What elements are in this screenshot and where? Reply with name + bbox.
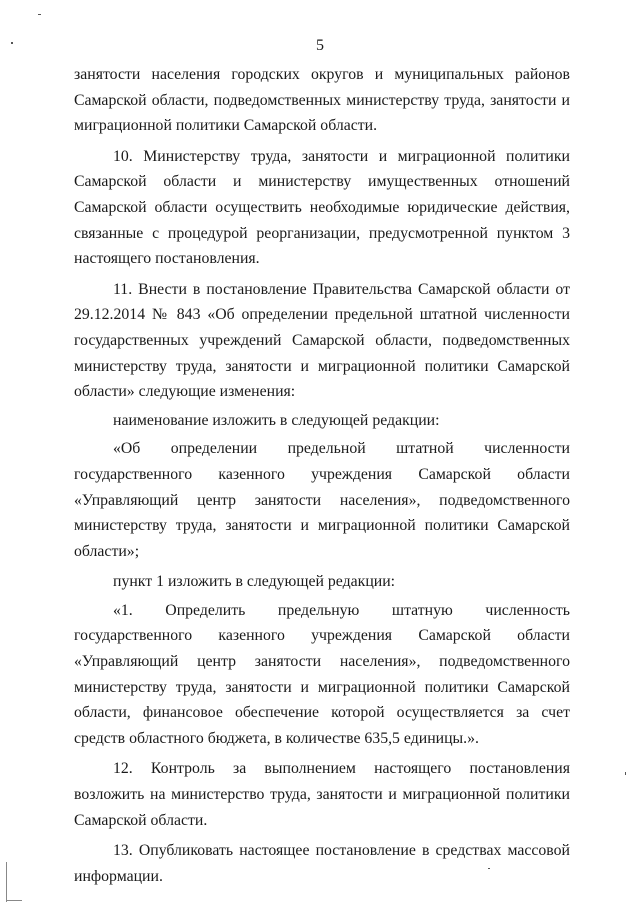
- scan-mark-bottom-left-h: [6, 900, 22, 901]
- paragraph-continuation: занятости населения городских округов и муниципальных районов Самарской области, подведомственных министерству труда, занятости и миграционной политики Самарской области.: [74, 66, 570, 135]
- scan-mark-top: [38, 14, 41, 15]
- paragraph-title-instruction: наименование изложить в следующей редакции:: [113, 411, 440, 429]
- page-number: 5: [316, 37, 324, 54]
- paragraph-new-title: «Об определении предельной штатной численности государственного казенного учреждения Самарской области «Управляющий центр занятости населения», подведомственного министерству труда, занятости и миграционной политики Самарской области»;: [74, 440, 570, 560]
- document-body: [74, 62, 570, 889]
- paragraph-point1-instruction: пункт 1 изложить в следующей редакции:: [113, 573, 396, 591]
- paragraph-item-10: 10. Министерству труда, занятости и миграционной политики Самарской области и министерству имущественных отношений Самарской области осуществить необходимые юридические действия, связанные с процедурой реорганизации, предусмотренной пунктом 3 настоящего постановления.: [74, 147, 570, 268]
- paragraph-item-12: 12. Контроль за выполнением настоящего постановления возложить на министерство труда, занятости и миграционной политики Самарской области.: [74, 760, 570, 829]
- paragraph-item-11: 11. Внести в постановление Правительства Самарской области от 29.12.2014 № 843 «Об определении предельной штатной численности государственных учреждений Самарской области, подведомственных министерству труда, занятости и миграционной политики Самарской области» следующие изменения:: [74, 280, 570, 401]
- scan-mark-right: [625, 772, 626, 775]
- paragraph-point1-text: «1. Определить предельную штатную численность государственного казенного учреждения Самарской области «Управляющий центр занятости населения», подведомственного министерству труда, занятости и миграционной политики Самарской области, финансовое обеспечение которой осуществляется за счет средств областного бюджета, в количестве 635,5 единицы.».: [74, 601, 570, 747]
- scan-mark-bottom-left-v: [6, 862, 7, 902]
- paragraph-item-13: 13. Опубликовать настоящее постановление в средствах массовой информации.: [74, 842, 570, 885]
